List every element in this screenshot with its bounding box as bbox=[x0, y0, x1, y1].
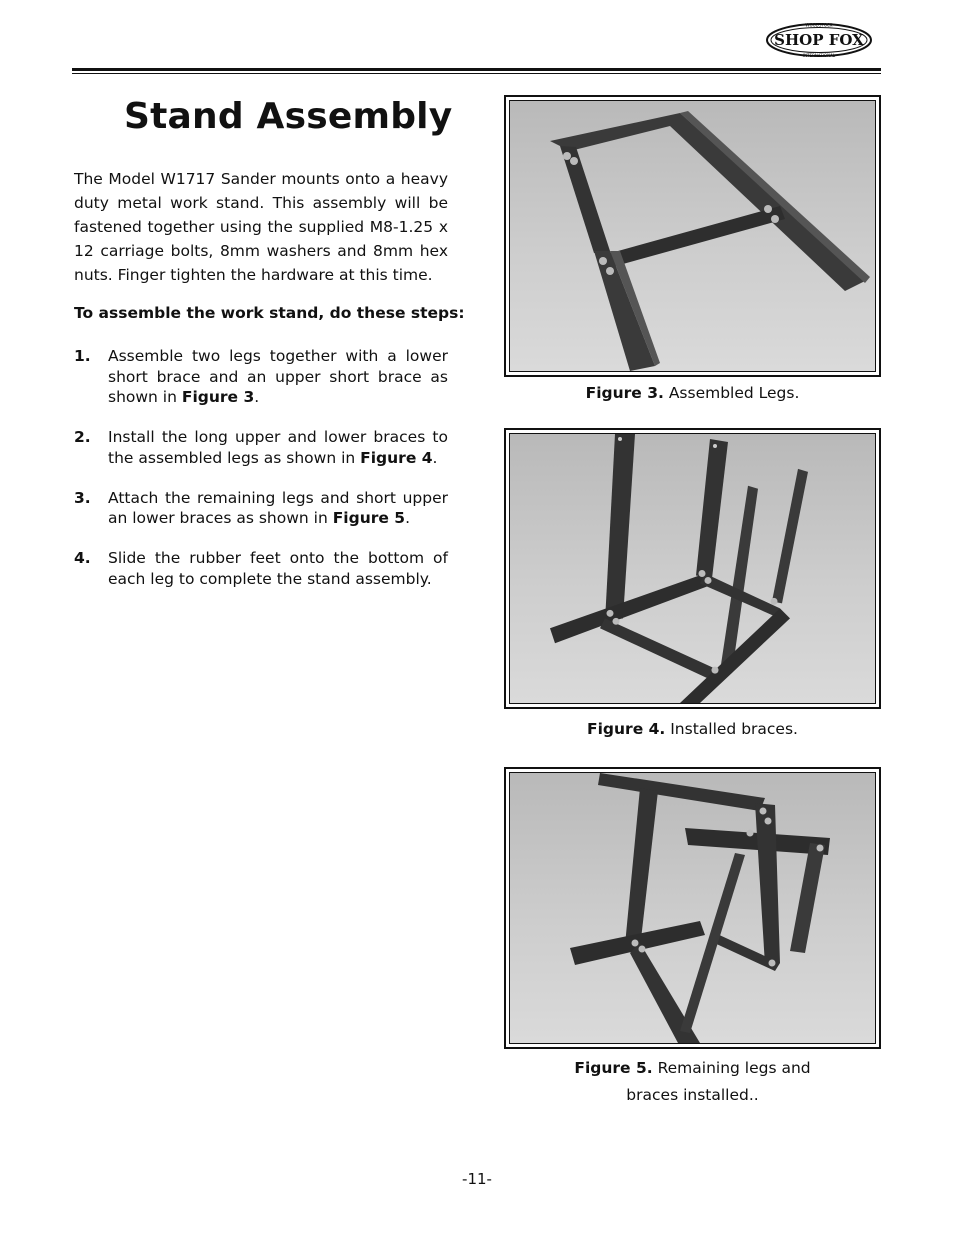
page-title: Stand Assembly bbox=[124, 96, 453, 137]
figure-reference: Figure 4 bbox=[360, 448, 433, 467]
figure-5-caption: Figure 5. Remaining legs and braces installed.. bbox=[574, 1059, 811, 1104]
figure-4-photo bbox=[504, 428, 881, 709]
step-text: Assemble two legs together with a lower short brace and an upper short brace as shown in Figure 3. bbox=[108, 347, 448, 406]
step-text: Install the long upper and lower braces to the assembled legs as shown in Figure 4. bbox=[108, 428, 448, 467]
figure-3-photo bbox=[504, 95, 881, 377]
intro-paragraph: The Model W1717 Sander mounts onto a heavy duty metal work stand. This assembly will be fastened together using the supplied M8-1.25 x 12 carriage bolts, 8mm washers and 8mm hex nuts. Finger tighten the hardware at this time. bbox=[74, 170, 448, 284]
header-rule-thin bbox=[72, 73, 881, 74]
figure-reference: Figure 3 bbox=[181, 388, 255, 406]
page-number: -11- bbox=[462, 1170, 492, 1188]
figure-reference: Figure 5 bbox=[332, 509, 406, 527]
logo-arc-bottom: INTERNATIONAL bbox=[802, 53, 836, 58]
step-text: Attach the remaining legs and short upper an lower braces as shown in Figure 5. bbox=[108, 488, 448, 527]
steps-heading: To assemble the work stand, do these steps: bbox=[74, 304, 465, 322]
step-number: 2. bbox=[74, 428, 91, 446]
figure-3-caption: Figure 3. Assembled Legs. bbox=[585, 384, 800, 402]
figure-5-photo bbox=[504, 767, 881, 1049]
figure-label: Figure 3. bbox=[585, 384, 664, 402]
step-text: Slide the rubber feet onto the bottom of each leg to complete the stand assembly. bbox=[108, 549, 448, 588]
figure-label: Figure 5. bbox=[574, 1059, 653, 1077]
step-item bbox=[74, 346, 448, 408]
logo-brand-text: SHOP FOX bbox=[774, 31, 864, 49]
steps-list bbox=[74, 346, 448, 609]
logo-arc-top: WOODSTOCK bbox=[805, 22, 833, 28]
header-rule-thick bbox=[72, 68, 881, 71]
figure-5-caption-line2: braces installed.. bbox=[626, 1086, 759, 1104]
step-item bbox=[74, 548, 448, 589]
step-item bbox=[74, 488, 448, 529]
step-number: 3. bbox=[74, 488, 91, 507]
figure-label: Figure 4. bbox=[587, 720, 666, 738]
figure-4-caption: Figure 4. Installed braces. bbox=[587, 720, 798, 738]
shop-fox-logo bbox=[764, 20, 874, 60]
step-item bbox=[74, 427, 448, 468]
step-number: 1. bbox=[74, 347, 91, 365]
step-number: 4. bbox=[74, 549, 91, 567]
